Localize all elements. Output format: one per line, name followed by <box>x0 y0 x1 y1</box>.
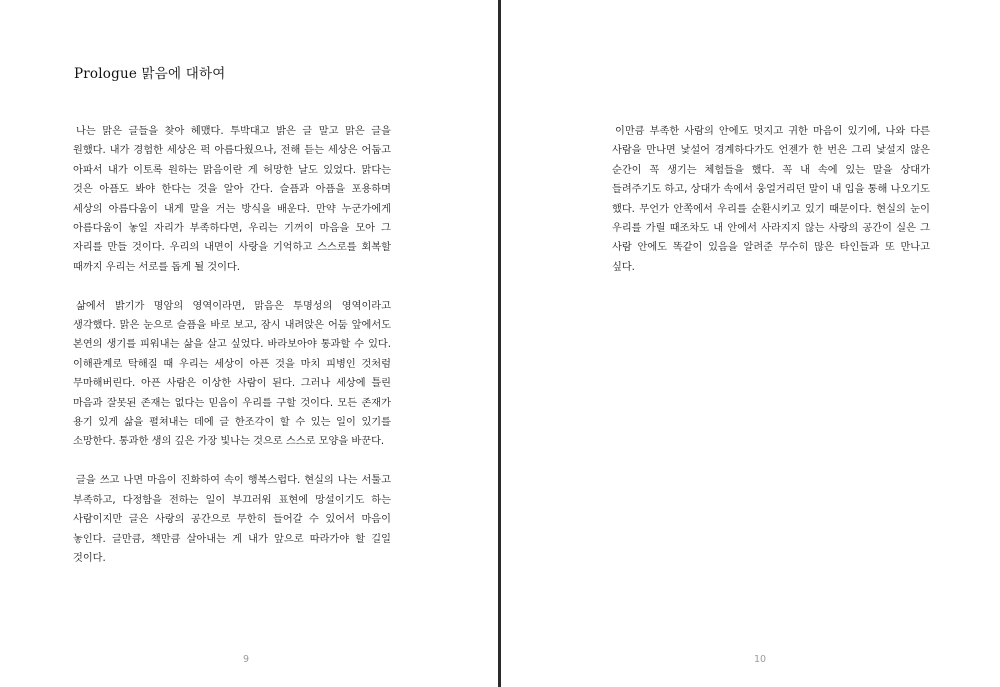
right-page-body <box>612 122 930 277</box>
paragraph: 나는 맑은 글들을 찾아 헤맸다. 투박대고 밝은 글 말고 맑은 글을 원했다. 내가 경험한 세상은 퍽 아름다웠으나, 전해 듣는 세상은 어둡고 아파서 내가 이토록 원하는 맑음이란 게 허망한 날도 있었다. 맑다는 것은 아픔도 봐야 한다는 것을 알아 간다. 슬픔과 아픔을 포용하며 세상의 아름다움이 내게 말을 거는 방식을 배운다. 만약 누군가에게 아름다움이 놓일 자리가 부족하다면, 우리는 기꺼이 마음을 모아 그 자리를 만들 것이다. 우리의 내면이 사랑을 기억하고 스스로를 회복할 때까지 우리는 서로를 돕게 될 것이다. <box>73 126 391 273</box>
paragraph: 글을 쓰고 나면 마음이 진화하여 속이 행복스럽다. 현실의 나는 서툴고 부족하고, 다정함을 전하는 일이 부끄러워 표현에 망설이기도 하는 사람이지만 글은 사랑의 공간으로 무한히 들어갈 수 있어서 마음이 놓인다. 글만큼, 책만큼 살아내는 게 내가 앞으로 따라가야 할 길일 것이다. <box>73 475 391 564</box>
left-page-body <box>73 122 391 568</box>
page-number-left: 9 <box>242 654 250 665</box>
left-page <box>0 0 498 687</box>
page-number-right: 10 <box>753 654 767 665</box>
paragraph: 삶에서 밝기가 명암의 영역이라면, 맑음은 투명성의 영역이라고 생각했다. 맑은 눈으로 슬픔을 바로 보고, 잠시 내려앉은 어둠 앞에서도 본연의 생기를 피워내는 삶을 살고 싶었다. 바라보아야 통과할 수 있다. 이해관계로 탁해질 때 우리는 세상이 아픈 것을 마치 피병인 것처럼 무마해버린다. 아픈 사람은 이상한 사람이 된다. 그러나 세상에 틀린 마음과 잘못된 존재는 없다는 믿음이 우리를 구할 것이다. 모든 존재가 용기 있게 삶을 펼쳐내는 데에 글 한조각이 할 수 있는 일이 있기를 소망한다. 통과한 생의 깊은 가장 빛나는 것으로 스스로 모양을 바꾼다. <box>73 300 391 448</box>
paragraph: 이만큼 부족한 사람의 안에도 멋지고 귀한 마음이 있기에, 나와 다른 사람을 만나면 낯설어 경계하다가도 언젠가 한 번은 그리 낯설지 않은 순간이 꼭 생기는 체험들을 했다. 꼭 내 속에 있는 말을 상대가 들려주기도 하고, 상대가 속에서 웅얼거리던 말이 내 입을 통해 나오기도 했다. 무언가 안쪽에서 우리를 순환시키고 있기 때문이다. 현실의 눈이 우리를 가릴 때조차도 내 안에서 사라지지 않는 사랑의 공간이 실은 그 사람 안에도 똑같이 있음을 알려준 무수히 많은 타인들과 또 만나고 싶다. <box>612 126 930 273</box>
book-gutter-divider <box>498 0 501 687</box>
right-page <box>502 0 1000 687</box>
chapter-title: Prologue 맑음에 대하여 <box>74 66 226 82</box>
